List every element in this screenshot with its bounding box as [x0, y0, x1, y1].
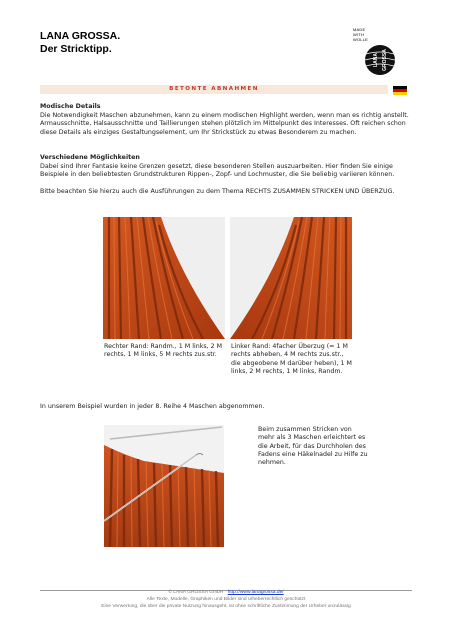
brand-heading: [40, 30, 120, 56]
logo-wordmark: LANA GROSSA: [373, 49, 388, 71]
knitting-photo-left-edge: [230, 217, 352, 339]
paragraph-modische-details: Die Notwendigkeit Maschen abzunehmen, kann zu einem modischen Highlight werden, wenn man es richtig anstellt. Armausschnitte, Halsausschnitte und Taillierungen stehen plötzlich im Mittelpunkt des Interesses. Oft reichen schon diese Details als einziges Gestaltungselement, um Ihr Strickstück zu etwas Besonderem zu machen.: [40, 112, 409, 136]
caption-tip: Beim zusammen Stricken von mehr als 3 Maschen erleichtert es die Arbeit, für das Durchholen des Fadens eine Häkelnadel zu Hilfe zu nehmen.: [258, 426, 368, 467]
logo-text-line3: WOLLE: [353, 37, 369, 42]
footer-copyright-text: © LANA GROSSA GmbH ·: [168, 590, 228, 595]
logo-text-line2: WITH: [353, 32, 365, 37]
brand-name: LANA GROSSA.: [40, 30, 121, 42]
footer-usage-notice: Eine Verwertung, die über die private Nutzung hinausgeht, ist ohne schriftliche Zustimmung der Urheber unzulässig: [101, 604, 351, 609]
paragraph-moeglichkeiten: Dabei sind Ihrer Fantasie keine Grenzen gesetzt, diese besonderen Stellen auszuarbeiten. Hier finden Sie einige Beispiele in den beliebtesten Grundstrukturen Rippen-, Zopf- und Lochmuster, die Sie beliebig variieren können.: [40, 163, 395, 179]
footer-website-link[interactable]: http://www.lanagrossa.de/: [227, 590, 284, 595]
lana-grossa-logo: [352, 24, 402, 76]
knitting-photo-crochet-hook: [104, 425, 224, 547]
german-flag-icon: [393, 86, 407, 95]
paragraph-beispiel: In unserem Beispiel wurden in jeder 8. Reihe 4 Maschen abgenommen.: [40, 403, 265, 410]
brand-subtitle: Der Stricktipp.: [40, 43, 112, 55]
footer-copyright: [40, 590, 412, 597]
section-title: BETONTE ABNAHMEN: [40, 85, 388, 94]
logo-text-line1: MADE: [353, 27, 366, 32]
paragraph-hinweis: Bitte beachten Sie hierzu auch die Ausführungen zu dem Thema RECHTS ZUSAMMEN STRICKEN UND ÜBERZUG.: [40, 188, 395, 195]
heading-moeglichkeiten: Verschiedene Möglichkeiten: [40, 154, 140, 161]
heading-modische-details: Modische Details: [40, 103, 101, 110]
footer-rights: Alle Texte, Modelle, Graphiken und Bilder sind urheberrechtlich geschützt: [146, 597, 306, 602]
caption-left-edge: Linker Rand: 4facher Überzug (= 1 M rechts abheben, 4 M rechts zus.str., die abgeobene M darüber heben), 1 M links, 2 M rechts, 1 M links, Randm.: [231, 343, 352, 375]
caption-right-edge: Rechter Rand: Randm., 1 M links, 2 M rechts, 1 M links, 5 M rechts zus.str.: [104, 343, 223, 359]
knitting-photo-right-edge: [103, 217, 225, 339]
